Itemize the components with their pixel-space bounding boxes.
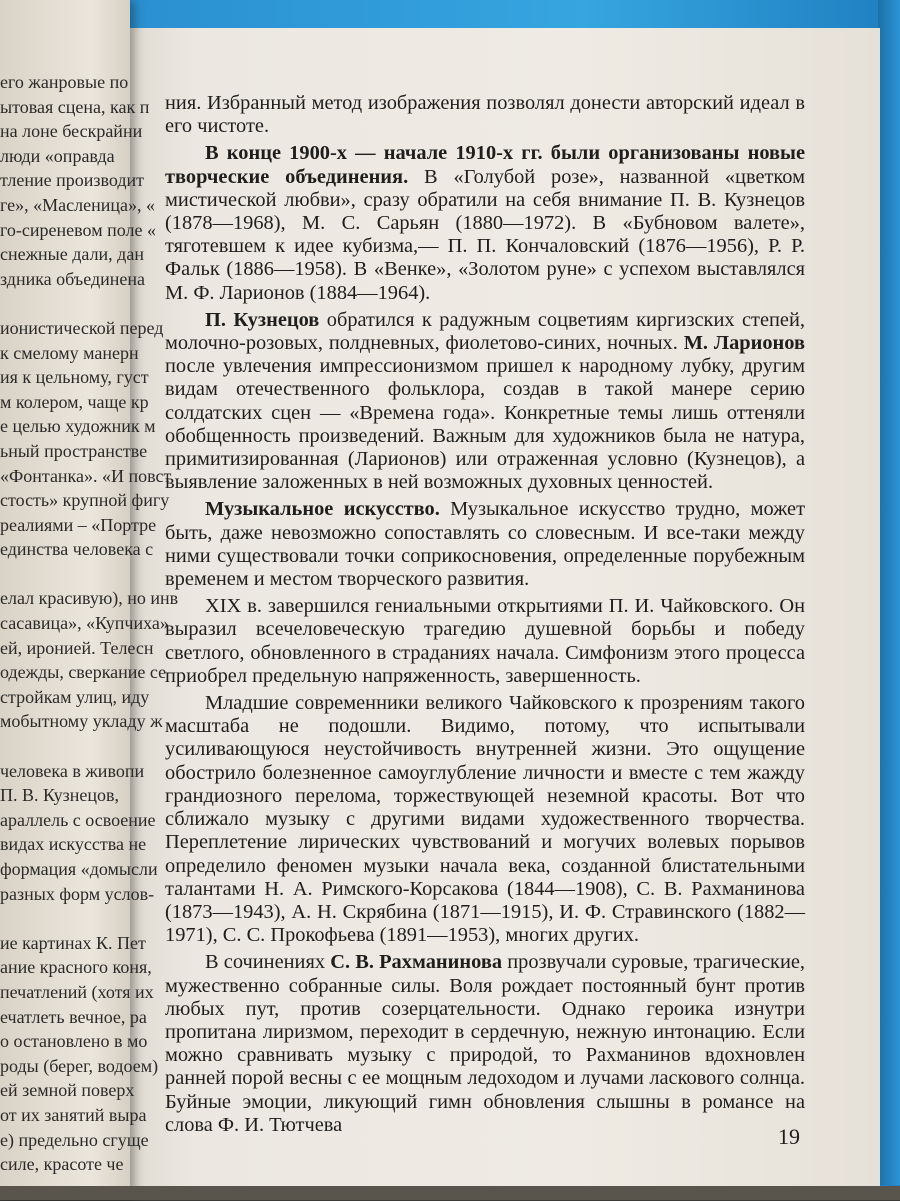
paragraph-text: ния. Избранный метод изображения позволял донести авторский идеал в его чистоте. [165,92,805,138]
left-page-line: разных форм услов- [0,883,155,904]
left-page-line: е целью художник м [0,416,156,437]
left-page-line: тление производит [0,170,145,191]
left-page-line: на лоне бескрайни [0,121,143,142]
paragraph-text: Младшие современники великого Чайковского к прозрениям такого масштаба не подошли. Видимо, потому, что испытывали усиливающуюся неустойчивость внутренней жизни. Это ощущение обострило болезненное самоуглубление личности и вместе с тем жажду грандиозного перелома, торжествующей неземной красоты. Вот что сближало музыку с другими видами художественного творчества. Переплетение лирических чувствований и могучих волевых порывов определило феномен музыки начала века, созданной блистательными талантами Н. А. Римского-Корсакова (1844—1908), С. В. Рахманинова (1873—1943), А. Н. Скрябина (1871—1915), И. Ф. Стравинского (1882—1971), С. С. Прокофьева (1891—1953), многих других. [165,692,805,947]
paragraph-text: В «Голубой розе», названной «цветком мистической любви», сразу обратили на себя внимание П. В. Кузнецов (1878—1968), М. С. Сарьян (1880—1972). В «Бубновом валете», тяготевшем к идее кубизма,— П. П. Кончаловский (1876—1956), Р. Р. Фальк (1886—1958). В «Венке», «Золотом руне» с успехом выставлялся М. Ф. Ларионов (1884—1964). [165,165,805,304]
paragraph-text: обратился к радужным соцветиям киргизских степей, молочно-розовых, полдневных, фиолетово-синих, ночных. [165,308,805,355]
page-number: 19 [778,1124,800,1149]
left-page-line: формация «домысли [0,859,158,879]
bold-heading-text: М. Ларионов [683,332,806,355]
paragraph-text: прозвучали суровые, трагические, мужественно собранные силы. Воля рождает постоянный бунт против любых пут, против созерцательности. Однако героика изнутри пропитана лиризмом, переходит в сердечную, нежную интонацию. Если можно сравнивать музыку с природой, то Рахманинов вдохновлен ранней порой весны с ее мощным ледоходом и лучами ласкового солнца. Буйные эмоции, ликующий гимн обновления слышны в романсе на слова Ф. И. Тютчева [165,951,805,1136]
left-page-line: ей земной поверх [0,1080,135,1101]
cover-edge [878,0,900,1185]
bold-heading-text: С. В. Рахманинова [330,951,503,974]
left-page-line: печатлений (хотя их [0,981,154,1002]
left-page-line: ге», «Масленица», « [0,194,155,215]
left-page-line: стройкам улиц, иду [0,686,150,707]
paragraph-p6 [165,692,805,947]
left-page-line: снежные дали, дан [0,244,144,265]
left-page-line: араллель с освоение [0,809,156,830]
paragraph-text: Музыкальное искусство трудно, может быть, даже невозможно сопоставлять со словесным. И все-таки между ними существовали точки соприкосновения, определенные порубежным временем и местом творческого развития. [165,498,806,591]
left-page-line: видах искусства не [0,834,147,855]
left-page-line: елал красивую), но инв [0,588,179,609]
paragraph-p4 [165,498,805,591]
left-page-line: человека в живопи [0,760,145,781]
left-page [0,0,179,1200]
left-page-line: м колером, чаще кр [0,391,149,412]
left-page-line: роды (берег, водоем) [0,1055,159,1076]
left-page-line: силе, красоте че [0,1154,124,1175]
left-page-line: ытовая сцена, как п [0,96,150,117]
left-page-line: стость» крупной фигу [0,490,170,511]
left-page-line: ание красного коня, [0,957,152,978]
left-page-line: к смелому манерн [0,342,139,363]
left-page-gap [0,562,160,587]
left-page-line: о остановлено в мо [0,1031,148,1052]
left-page-gap [0,734,160,759]
bold-heading-text: В конце 1900-х — начале 1910-х гг. были организованы новые творческие объединения. [165,142,805,188]
left-page-line: е) предельно сгуще [0,1129,149,1150]
paragraph-p3 [165,309,805,495]
left-page-line: его жанровые по [0,72,129,92]
left-page-line: ей, иронией. Телесн [0,637,154,658]
left-page-line: П. В. Кузнецов, [0,785,120,806]
table-surface [0,1186,900,1200]
left-page-line: здника объединена [0,268,145,289]
left-page-line: го-сиреневом поле « [0,219,156,240]
left-page-line: люди «оправда [0,145,115,166]
left-page-gap [0,291,160,316]
left-page-line: от их занятий выра [0,1104,147,1125]
left-page-line: единства человека с [0,539,154,560]
paragraph-p1 [165,92,805,138]
left-page-line: «Фонтанка». «И повст [0,465,172,486]
left-page-line: мобытному укладу ж [0,711,163,732]
left-page-line: ионистической перед [0,317,164,338]
left-page-line: ьный пространстве [0,440,148,461]
paragraph-p5 [165,595,805,688]
left-page-text [0,70,179,1201]
left-page-line: одежды, сверкание се [0,662,167,683]
left-page-line: ие картинах К. Пет [0,932,146,953]
left-page-line: сасавица», «Купчиха» [0,613,169,634]
paragraph-text: XIX в. завершился гениальными открытиями П. И. Чайковского. Он выразил всечеловеческую трагедию душевной борьбы и победу светлого, обновленного в страданиях начала. Симфонизм этого процесса приобрел предельную напряженность, завершенность. [165,595,805,687]
paragraph-p2 [165,142,805,304]
bold-heading-text: П. Кузнецов [205,308,320,331]
left-page-gap [0,906,160,931]
paragraph-text: после увлечения импрессионизмом пришел к народному лубку, другим видам отечественного фольклора, создав в такой манере серию солдатских сцен — «Времена года». Конкретные темы лишь оттеняли обобщенность произведений. Важным для художников была не натура, примитизированная (Ларионов) или отраженная условно (Кузнецов), а выявление заложенных в ней возможных духовных ценностей. [165,355,805,494]
left-page-line: ия к цельному, густ [0,367,149,388]
paragraph-p7 [165,951,805,1137]
bold-heading-text: Музыкальное искусство. [205,498,440,521]
left-page-line: ечатлеть вечное, ра [0,1006,147,1027]
left-page-line: реалиями – «Портре [0,514,157,535]
page-body-text [165,92,805,1137]
paragraph-text: В сочинениях [205,951,331,974]
